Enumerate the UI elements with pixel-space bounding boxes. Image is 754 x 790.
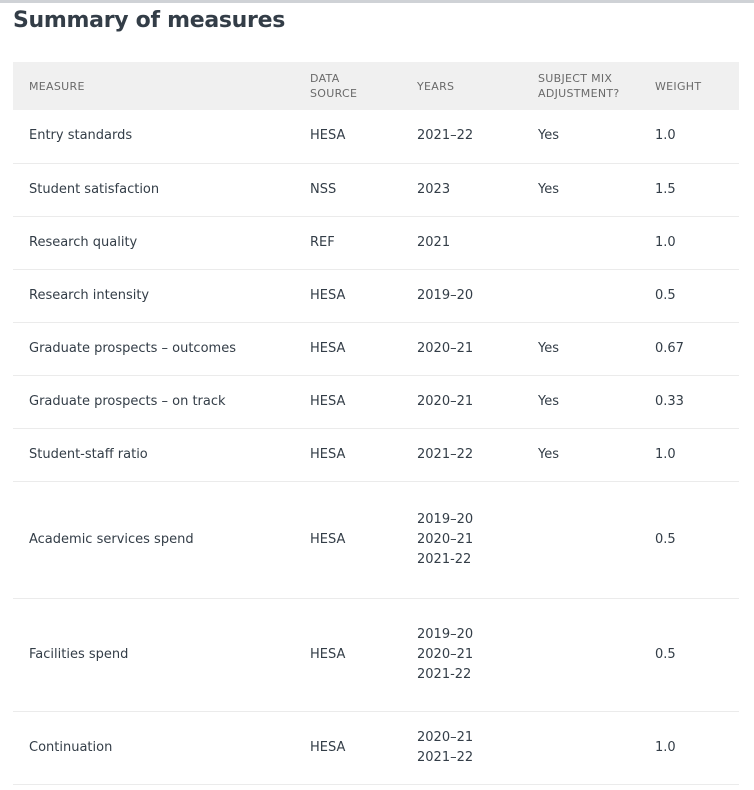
cell-adjustment: Yes (538, 322, 655, 375)
table-body (13, 110, 739, 784)
cell-year: 2021 (417, 234, 451, 250)
table-row (13, 110, 739, 163)
cell-weight: 1.5 (655, 163, 739, 216)
table-row (13, 322, 739, 375)
cell-adjustment (538, 711, 655, 784)
table-row (13, 216, 739, 269)
top-divider (0, 0, 754, 3)
cell-year: 2021–22 (417, 749, 474, 765)
cell-source: HESA (310, 428, 417, 481)
cell-adjustment (538, 481, 655, 598)
cell-weight: 0.5 (655, 598, 739, 711)
cell-source: HESA (310, 375, 417, 428)
header-weight: WEIGHT (655, 79, 702, 93)
cell-weight: 1.0 (655, 110, 739, 163)
cell-source: HESA (310, 711, 417, 784)
cell-adjustment (538, 269, 655, 322)
cell-years (417, 269, 538, 322)
header-years: YEARS (417, 79, 455, 93)
cell-year: 2023 (417, 181, 451, 197)
cell-years (417, 428, 538, 481)
table-row (13, 163, 739, 216)
cell-measure: Research quality (13, 216, 310, 269)
cell-year: 2020–21 (417, 646, 474, 662)
cell-measure: Continuation (13, 711, 310, 784)
cell-source: HESA (310, 598, 417, 711)
cell-measure: Entry standards (13, 110, 310, 163)
table-row (13, 428, 739, 481)
cell-source: HESA (310, 481, 417, 598)
cell-adjustment (538, 598, 655, 711)
table-row (13, 375, 739, 428)
cell-weight: 0.5 (655, 269, 739, 322)
header-measure: MEASURE (29, 79, 85, 93)
header-row (13, 62, 739, 110)
cell-adjustment (538, 216, 655, 269)
header-data-source-line2: SOURCE (310, 87, 358, 100)
cell-source: HESA (310, 110, 417, 163)
cell-years (417, 322, 538, 375)
cell-adjustment: Yes (538, 110, 655, 163)
cell-source: REF (310, 216, 417, 269)
table-row (13, 481, 739, 598)
cell-measure: Graduate prospects – on track (13, 375, 310, 428)
header-data-source-line1: DATA (310, 72, 340, 85)
cell-adjustment: Yes (538, 428, 655, 481)
cell-years (417, 163, 538, 216)
cell-years (417, 598, 538, 711)
cell-adjustment: Yes (538, 375, 655, 428)
cell-years (417, 375, 538, 428)
cell-year: 2021–22 (417, 128, 474, 144)
table-row (13, 598, 739, 711)
cell-years (417, 216, 538, 269)
cell-weight: 1.0 (655, 216, 739, 269)
header-subject-mix-line2: ADJUSTMENT? (538, 87, 620, 100)
cell-adjustment: Yes (538, 163, 655, 216)
cell-source: NSS (310, 163, 417, 216)
cell-year: 2020–21 (417, 393, 474, 409)
header-subject-mix-line1: SUBJECT MIX (538, 72, 613, 85)
cell-source: HESA (310, 322, 417, 375)
cell-measure: Student satisfaction (13, 163, 310, 216)
cell-year: 2019–20 (417, 287, 474, 303)
cell-measure: Facilities spend (13, 598, 310, 711)
cell-year: 2020–21 (417, 729, 474, 745)
cell-weight: 0.67 (655, 322, 739, 375)
header-subject-mix (538, 62, 655, 110)
cell-measure: Research intensity (13, 269, 310, 322)
table-header (13, 62, 739, 110)
header-data-source (310, 62, 417, 110)
cell-year: 2021-22 (417, 551, 472, 567)
cell-weight: 1.0 (655, 711, 739, 784)
table-row (13, 269, 739, 322)
cell-weight: 0.33 (655, 375, 739, 428)
cell-years (417, 481, 538, 598)
cell-year: 2020–21 (417, 531, 474, 547)
cell-measure: Graduate prospects – outcomes (13, 322, 310, 375)
cell-year: 2020–21 (417, 340, 474, 356)
cell-years (417, 110, 538, 163)
measures-table (13, 62, 739, 785)
cell-measure: Student-staff ratio (13, 428, 310, 481)
cell-years (417, 711, 538, 784)
cell-year: 2021–22 (417, 446, 474, 462)
cell-year: 2019–20 (417, 626, 474, 642)
measures-table-container (13, 62, 739, 785)
cell-weight: 0.5 (655, 481, 739, 598)
cell-weight: 1.0 (655, 428, 739, 481)
cell-year: 2019–20 (417, 511, 474, 527)
cell-source: HESA (310, 269, 417, 322)
table-row (13, 711, 739, 784)
cell-year: 2021-22 (417, 666, 472, 682)
page-title: Summary of measures (13, 8, 286, 33)
cell-measure: Academic services spend (13, 481, 310, 598)
